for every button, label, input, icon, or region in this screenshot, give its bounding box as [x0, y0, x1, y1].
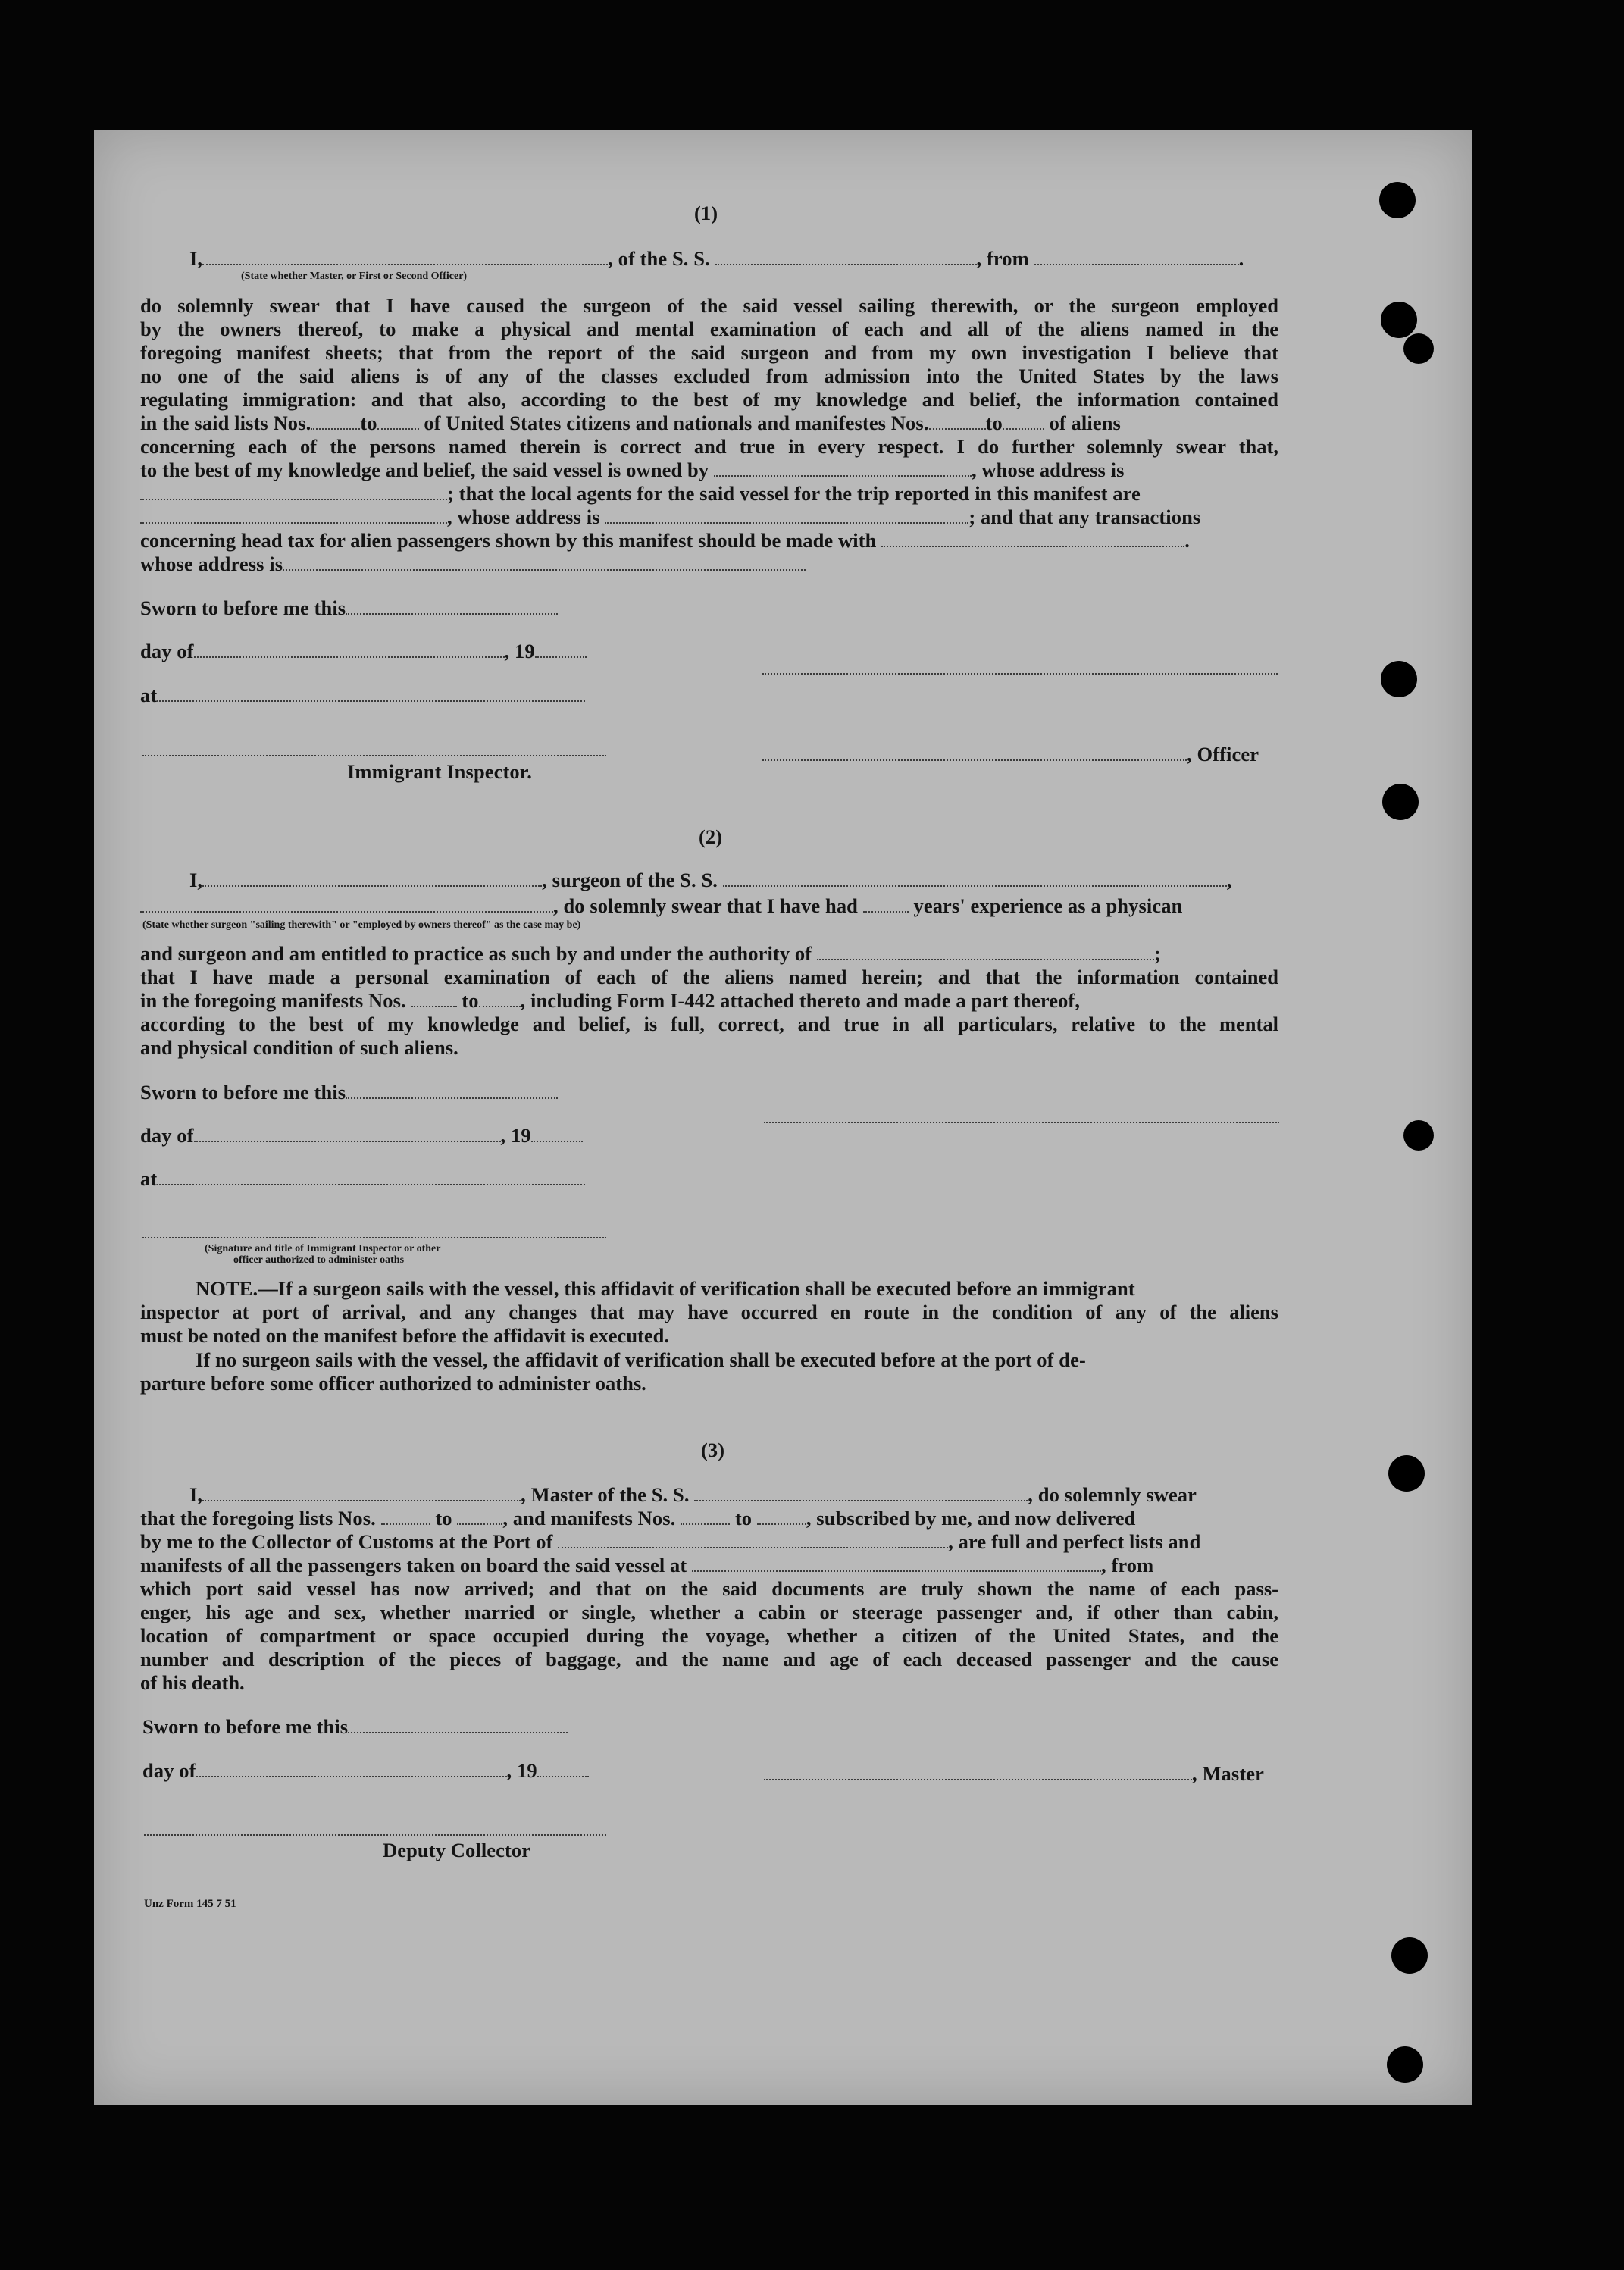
s3-boarded-label: manifests of all the passengers taken on board the said vessel at — [140, 1554, 687, 1576]
s2-day-line — [140, 1124, 583, 1148]
s2-at-place-field[interactable] — [157, 1169, 585, 1185]
s2-manifests-label: in the foregoing manifests Nos. — [140, 989, 406, 1012]
s1-period: . — [1184, 529, 1190, 552]
s1-year-label: , 19 — [504, 640, 535, 662]
s3-sworn-day-field[interactable] — [348, 1717, 568, 1733]
s2-sworn-line — [140, 1081, 558, 1104]
binder-hole — [1381, 661, 1417, 697]
s2-authority-label: and surgeon and am entitled to practice as such by and under the authority of — [140, 942, 812, 965]
owner-name-field[interactable] — [714, 460, 972, 477]
port-of-arrival-field[interactable] — [558, 1532, 948, 1548]
inspector-signature-line[interactable] — [142, 755, 606, 756]
s1-owner-label: to the best of my knowledge and belief, the said vessel is owned by — [140, 459, 709, 481]
s3-from-label: , from — [1101, 1554, 1154, 1576]
surgeon-type-note: (State whether surgeon "sailing therewith" or "employed by owners thereof" as the case may be) — [142, 919, 581, 931]
s3-i-label: I, — [189, 1483, 203, 1506]
s1-para-line: no one of the said aliens is of any of the classes excluded from admission into the United States by the laws — [140, 365, 1278, 387]
s1-sworn-line — [140, 596, 558, 620]
s2-manifests-to-field[interactable] — [479, 991, 521, 1007]
s1-owner-address-label: , whose address is — [971, 459, 1125, 481]
s3-to-label: to — [734, 1507, 753, 1530]
s2-sworn-label: Sworn to before me this — [140, 1081, 346, 1104]
s1-at-place-field[interactable] — [157, 685, 585, 702]
s1-transactions-label: ; and that any transactions — [968, 506, 1201, 528]
s1-agents-address-line — [140, 506, 1200, 529]
s1-aliens-label: of aliens — [1049, 412, 1121, 434]
s1-manifests-to-field[interactable] — [1003, 413, 1044, 430]
s3-vessel-name-field[interactable] — [694, 1485, 1028, 1501]
s3-manifests-label: , and manifests Nos. — [502, 1507, 676, 1530]
s2-at-line — [140, 1167, 585, 1191]
s2-day-of-label: day of — [140, 1124, 194, 1147]
s3-year-label: , 19 — [506, 1759, 537, 1782]
s3-manifests-to-field[interactable] — [757, 1508, 806, 1525]
s3-month-field[interactable] — [196, 1761, 507, 1777]
s2-manifests-from-field[interactable] — [411, 991, 457, 1007]
s2-at-label: at — [140, 1167, 158, 1190]
s3-sworn-label: Sworn to before me this — [142, 1715, 349, 1738]
s1-agents-line — [140, 482, 1141, 506]
s1-to-label: to — [985, 412, 1003, 434]
s1-para-line: concerning each of the persons named therein is correct and true in every respect. I do further solemnly swear that, — [140, 435, 1278, 458]
s3-line-2 — [140, 1507, 1135, 1530]
binder-hole — [1388, 1455, 1425, 1492]
s3-para-line: of his death. — [140, 1671, 245, 1694]
s3-para-line: location of compartment or space occupied during the voyage, whether a citizen of the United States, and the — [140, 1624, 1278, 1647]
s3-lists-label: that the foregoing lists Nos. — [140, 1507, 376, 1530]
practice-authority-field[interactable] — [817, 944, 1154, 960]
binder-hole — [1381, 302, 1417, 338]
s2-i-label: I, — [189, 869, 203, 891]
officer-name-field[interactable] — [202, 249, 608, 265]
s3-day-of-label: day of — [142, 1759, 196, 1782]
s3-line-1 — [189, 1483, 1197, 1507]
s1-ss-label: , of the S. S. — [608, 247, 710, 270]
s1-para-line: foregoing manifest sheets; that from the report of the said surgeon and from my own investigation I believe that — [140, 341, 1278, 364]
owner-address-field[interactable] — [140, 484, 447, 500]
s1-sworn-day-field[interactable] — [346, 598, 558, 615]
s2-sworn-day-field[interactable] — [346, 1082, 558, 1099]
s1-day-line — [140, 640, 587, 663]
s1-year-field[interactable] — [535, 641, 587, 658]
s2-note-line: If no surgeon sails with the vessel, the affidavit of verification shall be executed before at the port of de- — [196, 1348, 1086, 1371]
s1-at-label: at — [140, 684, 158, 706]
s2-para-line: that I have made a personal examination of each of the aliens named herein; and that the information contained — [140, 966, 1278, 988]
s1-from-port-field[interactable] — [1034, 249, 1239, 265]
officer-title-label: , Officer — [1187, 743, 1259, 766]
section-1-number: (1) — [694, 202, 718, 224]
s1-to-label: to — [360, 412, 377, 434]
s1-para-line: by the owners thereof, to make a physical and mental examination of each and all of the aliens named in the — [140, 318, 1278, 340]
s1-officer-signature-line-1[interactable] — [762, 673, 1278, 675]
s2-note-line: parture before some officer authorized to administer oaths. — [140, 1372, 646, 1395]
s3-line-3 — [140, 1530, 1200, 1554]
s1-line-1 — [189, 247, 1244, 271]
s1-manifests-label: of United States citizens and nationals and manifestes Nos. — [424, 412, 929, 434]
s2-ss-label: , surgeon of the S. S. — [542, 869, 718, 891]
s1-period: . — [1238, 247, 1244, 270]
binder-hole — [1403, 333, 1434, 364]
s2-vessel-name-field[interactable] — [723, 870, 1227, 887]
s1-lists-to-field[interactable] — [377, 413, 419, 430]
master-signature-field[interactable] — [764, 1764, 1192, 1780]
s1-officer-line — [762, 743, 1259, 766]
s3-lists-from-field[interactable] — [381, 1508, 430, 1525]
s1-month-field[interactable] — [194, 641, 505, 658]
master-name-field[interactable] — [202, 1485, 521, 1501]
deputy-collector-signature-line[interactable] — [144, 1834, 606, 1836]
s2-manifests-line — [140, 989, 1080, 1013]
s2-form-label: , including Form I-442 attached thereto and made a part thereof, — [520, 989, 1081, 1012]
s1-agents-address-label: , whose address is — [447, 506, 600, 528]
s2-year-field[interactable] — [531, 1126, 583, 1142]
s1-lists-line — [140, 412, 1121, 435]
s2-line-1 — [189, 869, 1232, 892]
s3-ss-label: , Master of the S. S. — [521, 1483, 690, 1506]
s3-year-field[interactable] — [537, 1761, 589, 1777]
s2-note-line: must be noted on the manifest before the affidavit is executed. — [140, 1324, 670, 1347]
s1-sworn-label: Sworn to before me this — [140, 596, 346, 619]
officer-type-note: (State whether Master, or First or Second Officer) — [241, 271, 468, 282]
surgeon-type-field[interactable] — [140, 896, 553, 913]
binder-hole — [1391, 1937, 1428, 1974]
s1-officer-signature-field[interactable] — [762, 744, 1187, 761]
s3-sworn-line — [142, 1715, 568, 1739]
section-2-number: (2) — [699, 825, 723, 848]
s1-owner-line — [140, 459, 1125, 482]
s1-whose-address-label: whose address is — [140, 553, 283, 575]
s2-to-label: to — [462, 989, 479, 1012]
binder-hole — [1387, 2046, 1423, 2083]
years-experience-field[interactable] — [863, 896, 909, 913]
s3-master-line — [764, 1762, 1264, 1786]
s3-para-line: which port said vessel has now arrived; and that on the said documents are truly shown the name of each pass- — [140, 1577, 1278, 1600]
form-identifier: Unz Form 145 7 51 — [144, 1898, 236, 1910]
local-agents-field[interactable] — [140, 507, 447, 524]
s2-inspector-signature-line[interactable] — [142, 1237, 606, 1238]
s2-line-2 — [140, 894, 1182, 918]
deputy-collector-label: Deputy Collector — [383, 1839, 531, 1861]
binder-hole — [1379, 182, 1416, 218]
s2-semicolon: ; — [1153, 942, 1161, 965]
s3-port-label: by me to the Collector of Customs at the Port of — [140, 1530, 553, 1553]
s1-manifests-from-field[interactable] — [929, 413, 986, 430]
port-of-embarkation-field[interactable] — [692, 1555, 1101, 1572]
s3-lists-to-field[interactable] — [457, 1508, 502, 1525]
s1-headtax-label: concerning head tax for alien passengers shown by this manifest should be made with — [140, 529, 877, 552]
s3-para-line: enger, his age and sex, whether married or single, whether a cabin or steerage passenger and, if other than cabin, — [140, 1601, 1278, 1623]
s3-swear-label: , do solemnly swear — [1028, 1483, 1197, 1506]
s2-year-label: , 19 — [500, 1124, 531, 1147]
s2-para-line: and physical condition of such aliens. — [140, 1036, 458, 1059]
s2-note-line: inspector at port of arrival, and any changes that may have occurred en route in the condition of any of the aliens — [140, 1301, 1278, 1323]
s1-vessel-name-field[interactable] — [715, 249, 977, 265]
s2-signature-note-1: (Signature and title of Immigrant Inspector or other — [205, 1243, 441, 1254]
s1-para-line: regulating immigration: and that also, according to the best of my knowledge and belief, the information contained — [140, 388, 1278, 411]
s2-para-line: according to the best of my knowledge and belief, is full, correct, and true in all particulars, relative to the mental — [140, 1013, 1278, 1035]
s1-i-label: I, — [189, 247, 203, 270]
s1-at-line — [140, 684, 585, 707]
s3-para-line: number and description of the pieces of baggage, and the name and age of each deceased passenger and the cause — [140, 1648, 1278, 1670]
s1-lists-label: in the said lists Nos. — [140, 412, 311, 434]
s2-authority-line — [140, 942, 1161, 966]
s1-whose-address-line — [140, 553, 806, 576]
binder-hole — [1382, 784, 1419, 820]
s1-lists-from-field[interactable] — [311, 413, 360, 430]
s3-manifests-from-field[interactable] — [681, 1508, 730, 1525]
s2-years-label: years' experience as a physican — [913, 894, 1183, 917]
s3-to-label: to — [435, 1507, 452, 1530]
section-3-number: (3) — [701, 1439, 725, 1461]
s1-para-line: do solemnly swear that I have caused the surgeon of the said vessel sailing therewith, or the surgeon employed — [140, 294, 1278, 317]
s1-headtax-line — [140, 529, 1190, 553]
binder-hole — [1403, 1120, 1434, 1151]
master-title-label: , Master — [1192, 1762, 1264, 1785]
s2-swear-label: , do solemnly swear that I have had — [553, 894, 859, 917]
agents-address-field[interactable] — [605, 507, 968, 524]
s1-agents-label: ; that the local agents for the said vessel for the trip reported in this manifest are — [447, 482, 1141, 505]
s3-day-line — [142, 1759, 589, 1783]
s2-comma: , — [1226, 869, 1232, 891]
s3-lists-complete-label: , are full and perfect lists and — [948, 1530, 1201, 1553]
immigrant-inspector-label: Immigrant Inspector. — [347, 760, 532, 783]
surgeon-name-field[interactable] — [202, 870, 542, 887]
s1-from-label: , from — [976, 247, 1029, 270]
s1-day-of-label: day of — [140, 640, 194, 662]
headtax-contact-field[interactable] — [881, 531, 1184, 547]
s2-month-field[interactable] — [194, 1126, 501, 1142]
s2-note-line: NOTE.—If a surgeon sails with the vessel, this affidavit of verification shall be executed before an immigrant — [196, 1277, 1135, 1300]
surgeon-signature-line[interactable] — [764, 1122, 1279, 1123]
s3-line-4 — [140, 1554, 1153, 1577]
s3-subscribed-label: , subscribed by me, and now delivered — [806, 1507, 1136, 1530]
headtax-address-field[interactable] — [283, 554, 806, 571]
s2-signature-note-2: officer authorized to administer oaths — [233, 1254, 405, 1266]
